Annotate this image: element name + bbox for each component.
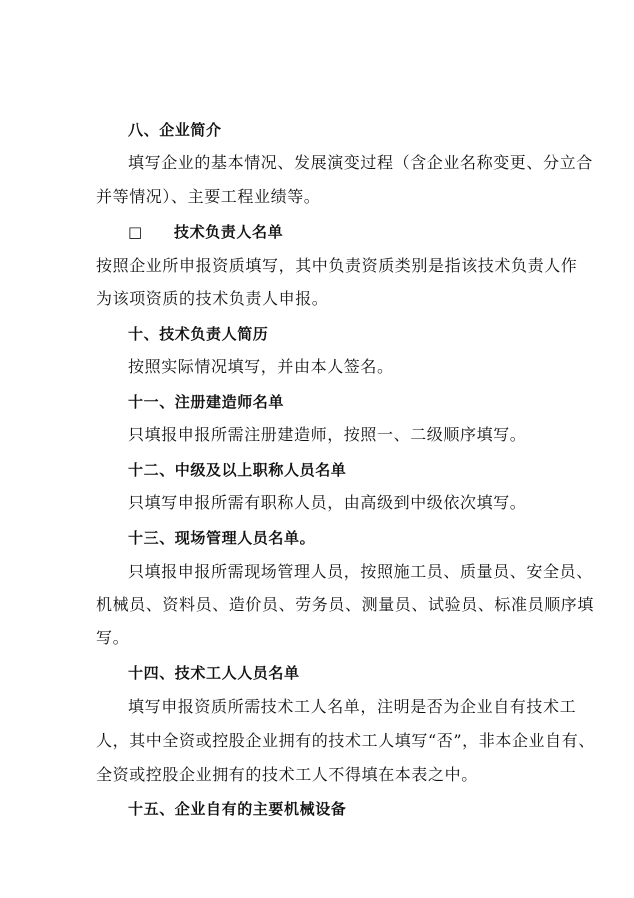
body-line: 只填写申报所需有职称人员，由高级到中级依次填写。 <box>128 493 527 512</box>
body-line: 为该项资质的技术负责人申报。 <box>96 289 329 308</box>
body-line: 只填报申报所需现场管理人员，按照施工员、质量员、安全员、 <box>128 562 593 581</box>
section-heading-tech-lead-resume: 十、技术负责人简历 <box>128 325 269 343</box>
section-heading-titled-personnel: 十二、中级及以上职称人员名单 <box>128 461 347 479</box>
section-heading-technical-workers: 十四、技术工人人员名单 <box>128 664 300 682</box>
section-heading-tech-lead-list: □ 技术负责人名单 <box>128 223 284 241</box>
body-line: 机械员、资料员、造价员、劳务员、测量员、试验员、标准员顺序填 <box>96 595 595 614</box>
section-heading-registered-constructors: 十一、注册建造师名单 <box>128 393 285 411</box>
section-heading-site-managers: 十三、现场管理人员名单。 <box>128 529 316 547</box>
body-line: 全资或控股企业拥有的技术工人不得填在本表之中。 <box>96 765 478 784</box>
body-line: 按照企业所申报资质填写，其中负责资质类别是指该技术负责人作 <box>96 256 578 275</box>
body-line: 并等情况）、主要工程业绩等。 <box>96 187 321 206</box>
section-heading-company-intro: 八、企业简介 <box>128 121 222 139</box>
body-line: 填写企业的基本情况、发展演变过程（含企业名称变更、分立合 <box>128 153 593 172</box>
body-line: 填写申报资质所需技术工人名单，注明是否为企业自有技术工 <box>128 697 577 716</box>
body-line: 写。 <box>96 628 130 647</box>
section-heading-machinery: 十五、企业自有的主要机械设备 <box>128 800 347 818</box>
body-line: 人，其中全资或控股企业拥有的技术工人填写“否”，非本企业自有、 <box>96 731 595 750</box>
body-line: 按照实际情况填写，并由本人签名。 <box>128 357 394 376</box>
body-line: 只填报申报所需注册建造师，按照一、二级顺序填写。 <box>128 425 527 444</box>
